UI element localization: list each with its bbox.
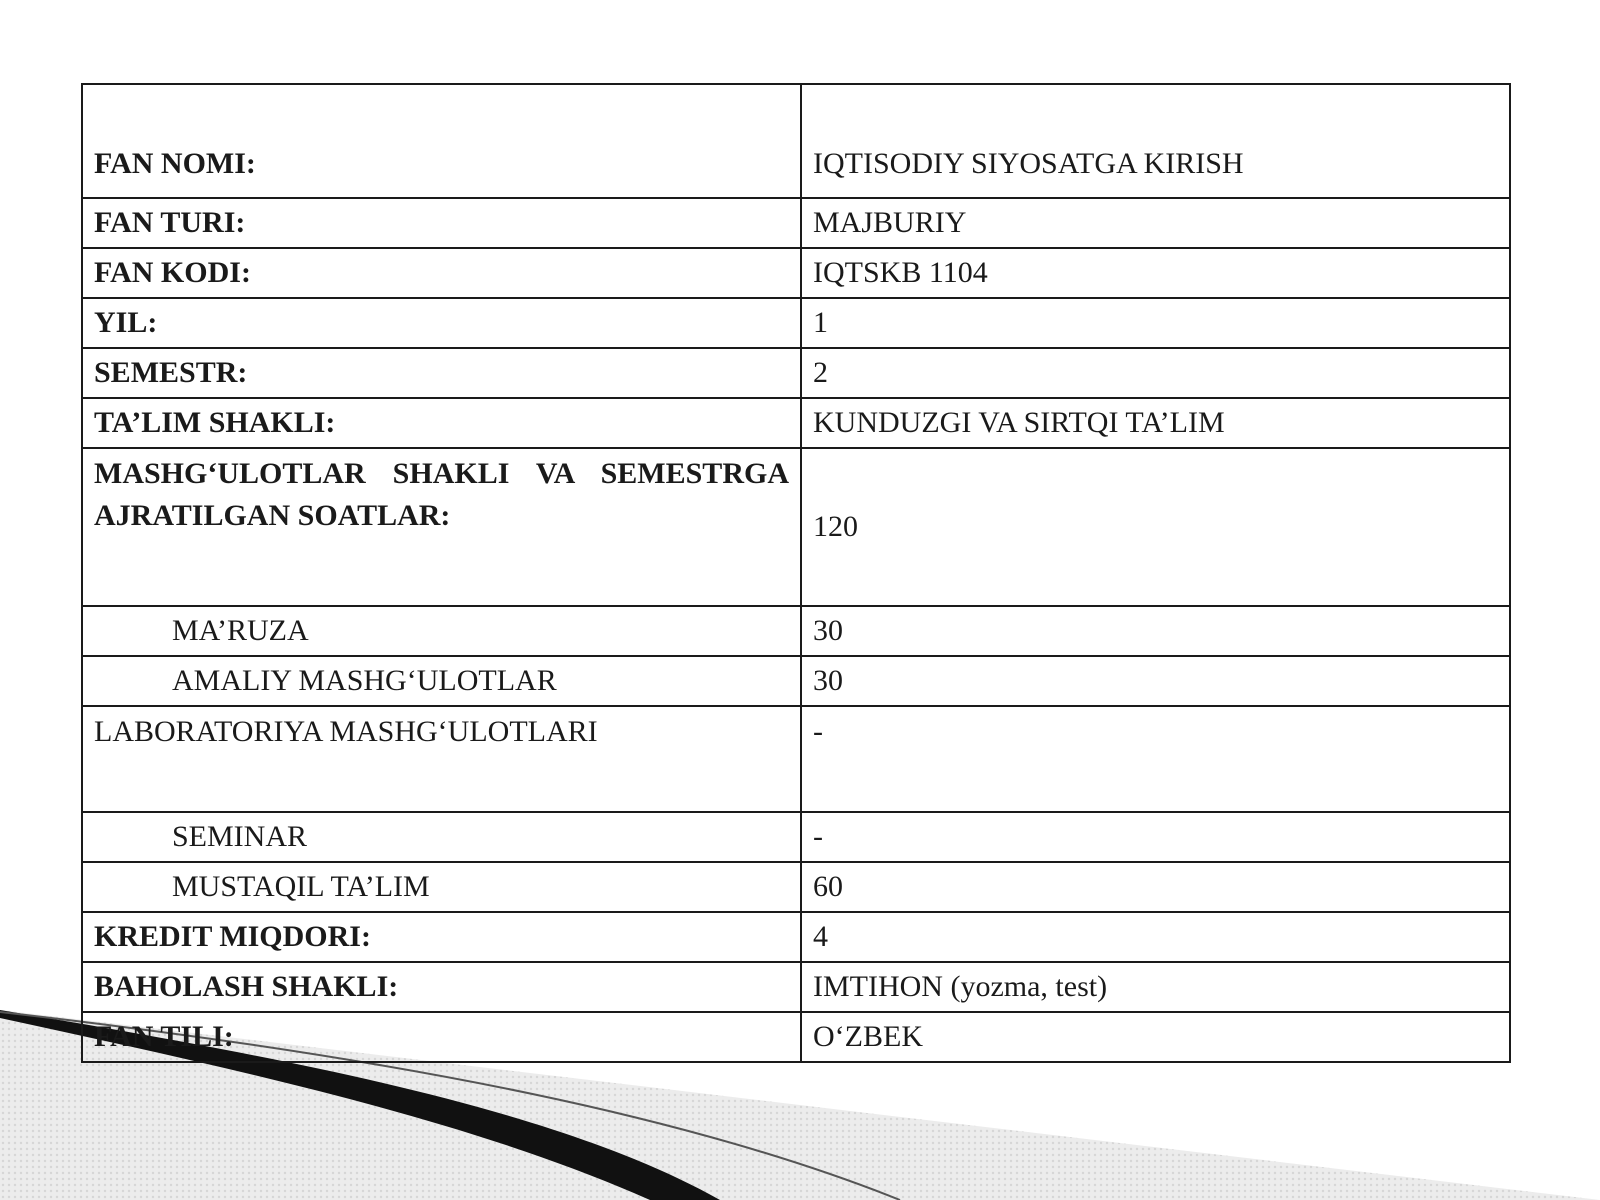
- table-row: [82, 656, 1510, 706]
- label-kredit: KREDIT MIQDORI:: [82, 912, 801, 962]
- label-semestr: SEMESTR:: [82, 348, 801, 398]
- label-mustaqil: MUSTAQIL TA’LIM: [82, 862, 801, 912]
- value-semestr: 2: [801, 348, 1510, 398]
- table-row: [82, 706, 1510, 812]
- value-mustaqil: 60: [801, 862, 1510, 912]
- label-fan-tili: FAN TILI:: [82, 1012, 801, 1062]
- course-info-table: [81, 83, 1511, 1063]
- value-fan-kodi: IQTSKB 1104: [801, 248, 1510, 298]
- value-talim-shakli: KUNDUZGI VA SIRTQI TA’LIM: [801, 398, 1510, 448]
- table-row: [82, 198, 1510, 248]
- table-row: [82, 448, 1510, 606]
- label-maruza: MA’RUZA: [82, 606, 801, 656]
- value-fan-tili: O‘ZBEK: [801, 1012, 1510, 1062]
- value-fan-turi: MAJBURIY: [801, 198, 1510, 248]
- value-seminar: -: [801, 812, 1510, 862]
- table-row: [82, 962, 1510, 1012]
- label-talim-shakli: TA’LIM SHAKLI:: [82, 398, 801, 448]
- label-baholash: BAHOLASH SHAKLI:: [82, 962, 801, 1012]
- table-row: [82, 606, 1510, 656]
- table-row: [82, 398, 1510, 448]
- label-fan-kodi: FAN KODI:: [82, 248, 801, 298]
- value-laboratoriya: -: [801, 706, 1510, 812]
- value-yil: 1: [801, 298, 1510, 348]
- label-fan-turi: FAN TURI:: [82, 198, 801, 248]
- label-mashgulotlar-soatlar: MASHG‘ULOTLAR SHAKLI VA SEMESTRGA AJRATILGAN SOATLAR:: [82, 448, 801, 606]
- value-kredit: 4: [801, 912, 1510, 962]
- label-amaliy: AMALIY MASHG‘ULOTLAR: [82, 656, 801, 706]
- value-amaliy: 30: [801, 656, 1510, 706]
- value-baholash: IMTIHON (yozma, test): [801, 962, 1510, 1012]
- table-row: [82, 1012, 1510, 1062]
- label-fan-nomi: FAN NOMI:: [82, 84, 801, 198]
- table-row: [82, 348, 1510, 398]
- value-maruza: 30: [801, 606, 1510, 656]
- table-row: [82, 248, 1510, 298]
- label-yil: YIL:: [82, 298, 801, 348]
- label-laboratoriya: LABORATORIYA MASHG‘ULOTLARI: [82, 706, 801, 812]
- table-row: [82, 812, 1510, 862]
- table-row: [82, 912, 1510, 962]
- table-row: [82, 862, 1510, 912]
- value-mashgulotlar-soatlar: 120: [801, 448, 1510, 606]
- value-fan-nomi: IQTISODIY SIYOSATGA KIRISH: [801, 84, 1510, 198]
- table-row: [82, 298, 1510, 348]
- label-seminar: SEMINAR: [82, 812, 801, 862]
- table-row: [82, 84, 1510, 198]
